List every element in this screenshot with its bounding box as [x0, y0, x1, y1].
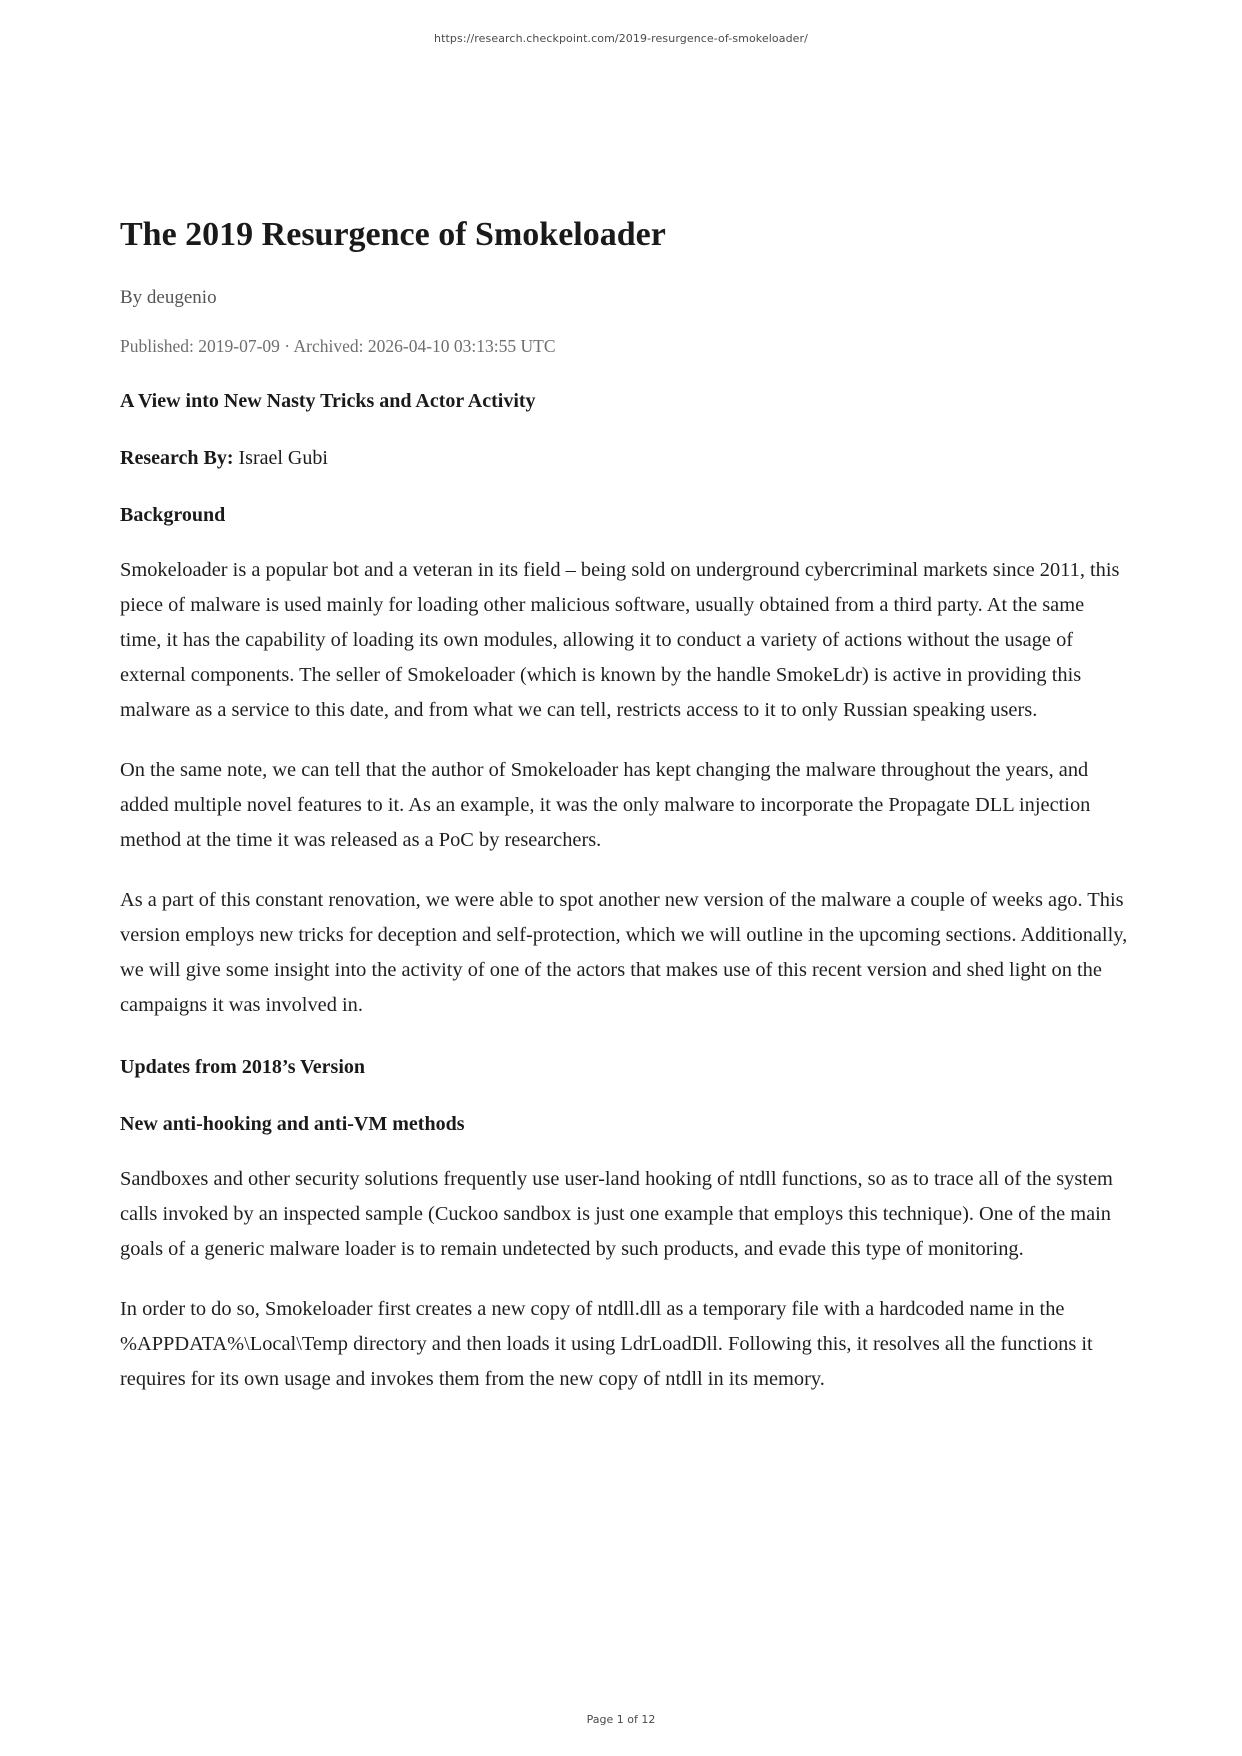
- page-number: Page 1 of 12: [586, 1713, 656, 1726]
- article-title: The 2019 Resurgence of Smokeloader: [120, 216, 666, 253]
- article-byline: By deugenio: [120, 287, 217, 308]
- research-credit: [120, 445, 1130, 471]
- anti-hooking-heading: New anti-hooking and anti-VM methods: [120, 1113, 465, 1135]
- source-url: https://research.checkpoint.com/2019-resurgence-of-smokeloader/: [434, 32, 808, 45]
- body-paragraph: On the same note, we can tell that the author of Smokeloader has kept changing the malware throughout the years, and added multiple novel features to it. As an example, it was the only malware to incorporate the Propagate DLL injection method at the time it was released as a PoC by researchers.: [120, 759, 1091, 851]
- updates-heading: Updates from 2018’s Version: [120, 1056, 366, 1078]
- article-subtitle: A View into New Nasty Tricks and Actor Activity: [120, 390, 536, 412]
- article-meta: Published: 2019-07-09 · Archived: 2026-04-10 03:13:55 UTC: [120, 336, 556, 356]
- research-name: Israel Gubi: [233, 447, 328, 469]
- body-paragraph: As a part of this constant renovation, we were able to spot another new version of the malware a couple of weeks ago. This version employs new tricks for deception and self-protection, which we will outline in the upcoming sections. Additionally, we will give some insight into the activity of one of the actors that makes use of this recent version and shed light on the campaigns it was involved in.: [120, 889, 1128, 1016]
- body-paragraph: Sandboxes and other security solutions frequently use user-land hooking of ntdll functions, so as to trace all of the system calls invoked by an inspected sample (Cuckoo sandbox is just one example that employs this technique). One of the main goals of a generic malware loader is to remain undetected by such products, and evade this type of monitoring.: [120, 1168, 1113, 1260]
- background-heading: Background: [120, 504, 226, 526]
- body-paragraph: In order to do so, Smokeloader first creates a new copy of ntdll.dll as a temporary file with a hardcoded name in the %APPDATA%\Local\Temp directory and then loads it using LdrLoadDll. Following this, it resolves all the functions it requires for its own usage and invokes them from the new copy of ntdll in its memory.: [120, 1298, 1093, 1390]
- article: [120, 213, 1130, 1397]
- body-paragraph: Smokeloader is a popular bot and a veteran in its field – being sold on underground cybercriminal markets since 2011, this piece of malware is used mainly for loading other malicious software, usually obtained from a third party. At the same time, it has the capability of loading its own modules, allowing it to conduct a variety of actions without the usage of external components. The seller of Smokeloader (which is known by the handle SmokeLdr) is active in providing this malware as a service to this date, and from what we can tell, restricts access to it to only Russian speaking users.: [120, 559, 1120, 721]
- research-label: Research By:: [120, 447, 234, 469]
